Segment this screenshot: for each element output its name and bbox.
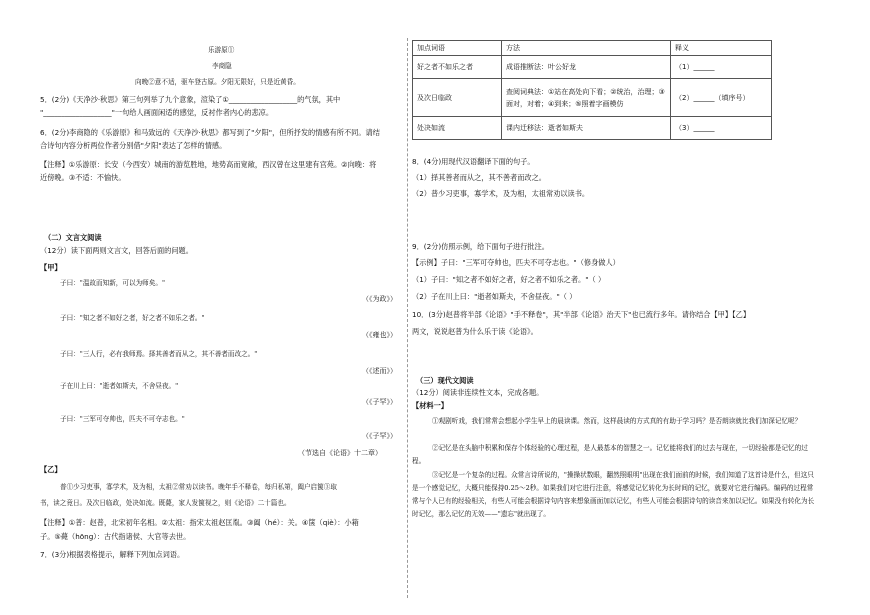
question-10-line1: 10．(3分)赵普将半部《论语》"手不释卷"，其"半部《论语》治天下"也已流行多年。请你结合【甲】【乙】: [412, 310, 751, 319]
table-header-cell: 释义: [671, 41, 772, 56]
poem-note-line1: 【注释】①乐游原：长安（今西安）城南的游览胜地，地势高而宽敞，西汉曾在这里建有宫苑。②向晚：将: [40, 160, 377, 169]
table-header-row: [413, 41, 772, 56]
table-header-cell: 方法: [502, 41, 671, 56]
poem-author: 李商隐: [212, 62, 232, 70]
question-6-line2: 合诗句内容分析两位作者分别借"夕阳"表达了怎样的情感。: [40, 141, 227, 150]
question-9-item1: （1）子曰："知之者不如好之者，好之者不如乐之者。"（ ）: [412, 275, 606, 284]
analects-4: 子在川上曰："逝者如斯夫，不舍昼夜。": [60, 382, 179, 390]
analects-3-source: （《述而》）: [362, 367, 397, 375]
analects-4-source: （《子罕》）: [362, 398, 397, 406]
table-cell: 及次日临政: [413, 79, 502, 117]
table-row: [413, 56, 772, 79]
question-9-item2: （2）子在川上曰："逝者如斯夫，不舍昼夜。"（ ）: [412, 292, 577, 301]
material-1-para3: ③记忆是一个复杂的过程。众常言诗所说的，"操操状数眼，翻然照眼明"出现在我们面前的时候，我们知道了这首诗是什么，但这只是一个感觉记忆，大概只能保持0.25～2秒。如果我们对它进行注意，将感觉记忆转化为长时间的记忆，就要对它进行编码。编码的过程常常与个人已有的经验相关，有些人可能会根据诗句内容来想象画面加以记忆，有些人可能会根据诗句的读音来加以记忆。如果没有转化为长时记忆，那么记忆的无效——"遗忘"就出现了。: [412, 471, 815, 518]
table-cell: 课内迁移法：逝者如斯夫: [502, 117, 671, 140]
passage-yi-note1: 【注释】①普：赵普，北宋初年名相。②太祖：指宋太祖赵匡胤。③阖（hé）：关。④箧（qiè）：小箱: [40, 518, 359, 527]
question-5-line2: "___________________"一句给人画面闲适的感觉，反衬作者内心的悲凉。: [40, 108, 274, 117]
analects-2: 子曰："知之者不如好之者，好之者不如乐之者。": [60, 314, 205, 322]
passage-yi-line1: 普①少习吏事，寡学术，及为相，太祖②常劝以读书。晚年手不释卷，每归私第，阖户启箧③取: [60, 483, 337, 491]
question-5-line1: 5．(2分)《天净沙·秋思》第三句列举了九个意象，渲染了①___________________的气氛，其中: [40, 95, 341, 104]
analects-2-source: （《雍也》）: [362, 331, 397, 339]
section-2-score: （12分）读下面两则文言文，回答后面的问题。: [40, 246, 193, 255]
question-8-item2: （2）普少习吏事，寡学术，及为相，太祖常劝以读书。: [412, 189, 590, 198]
question-7: 7．(3分)根据表格提示，解释下列加点词语。: [40, 550, 185, 559]
question-8: 8．(4分)用现代汉语翻译下面的句子。: [412, 157, 535, 166]
material-1-para2: ②记忆是在头脑中积累和保存个体经验的心理过程，是人最基本的智慧之一。记忆能将我们的过去与现在，一切经验都是记忆的过程。: [412, 444, 808, 465]
section-3-title: （三）现代文阅读: [416, 376, 474, 385]
question-9-example: 【示例】子曰："三军可夺帅也，匹夫不可夺志也。"（修身做人）: [412, 258, 620, 267]
table-cell: （3）______: [671, 117, 772, 140]
material-1-label: 【材料一】: [412, 401, 448, 410]
question-9: 9．(2分)仿照示例，给下面句子进行批注。: [412, 242, 549, 251]
table-cell: 查阅词典法：①站在高处向下看；②统治，治理；③面对，对着；④到来；⑤照着字画模仿: [502, 79, 671, 117]
table-header-cell: 加点词语: [413, 41, 502, 56]
passage-yi-note2: 子。⑤薨（hōng）：古代指诸侯、大官等去世。: [40, 532, 191, 541]
table-cell: （2）______（填序号）: [671, 79, 772, 117]
question-8-item1: （1）择其善者而从之，其不善者而改之。: [412, 173, 546, 182]
passage-yi-label: 【乙】: [40, 465, 62, 474]
question-6-line1: 6．(2分)李商隐的《乐游原》和马致远的《天净沙·秋思》都写到了"夕阳"，但所抒发的情感有所不同。请结: [40, 128, 380, 137]
table-row: [413, 117, 772, 140]
table-row: [413, 79, 772, 117]
passage-jia-label: 【甲】: [40, 263, 62, 272]
vocab-table: [412, 40, 772, 140]
passage-yi-line2: 书，读之竟日。及次日临政，处决如流。既薨，家人发箧视之，则《论语》二十篇也。: [40, 499, 291, 507]
analects-5: 子曰："三军可夺帅也，匹夫不可夺志也。": [60, 415, 185, 423]
analects-5-source: （《子罕》）: [362, 432, 397, 440]
table-cell: （1）______: [671, 56, 772, 79]
analects-1-source: （《为政》）: [362, 295, 397, 303]
table-cell: 好之者不如乐之者: [413, 56, 502, 79]
analects-1: 子曰："温故而知新，可以为师矣。": [60, 279, 165, 287]
poem-line: 向晚②意不适，驱车登古原。夕阳无限好，只是近黄昏。: [135, 78, 300, 86]
page-divider: [407, 38, 408, 598]
analects-source-all: （节选自《论语》十二章）: [298, 449, 382, 457]
poem-title: 乐游原①: [208, 46, 235, 54]
poem-note-line2: 近傍晚。③不适：不愉快。: [40, 173, 126, 182]
question-10-line2: 两文，说说赵普为什么乐于读《论语》。: [412, 327, 538, 336]
analects-3: 子曰："三人行，必有我师焉。择其善者而从之，其不善者而改之。": [60, 350, 258, 358]
section-2-title: （二）文言文阅读: [44, 233, 102, 242]
section-3-score: （12分）阅读非连续性文本，完成各题。: [412, 388, 544, 397]
table-cell: 成语推断法：叶公好龙: [502, 56, 671, 79]
table-cell: 处决如流: [413, 117, 502, 140]
material-1-para1: ①观剧听戏，我们常常会想起小学生早上的晨读课。然而，这样晨读的方式真的有助于学习吗？是否朗读就比我们加深记忆呢？: [432, 417, 802, 425]
